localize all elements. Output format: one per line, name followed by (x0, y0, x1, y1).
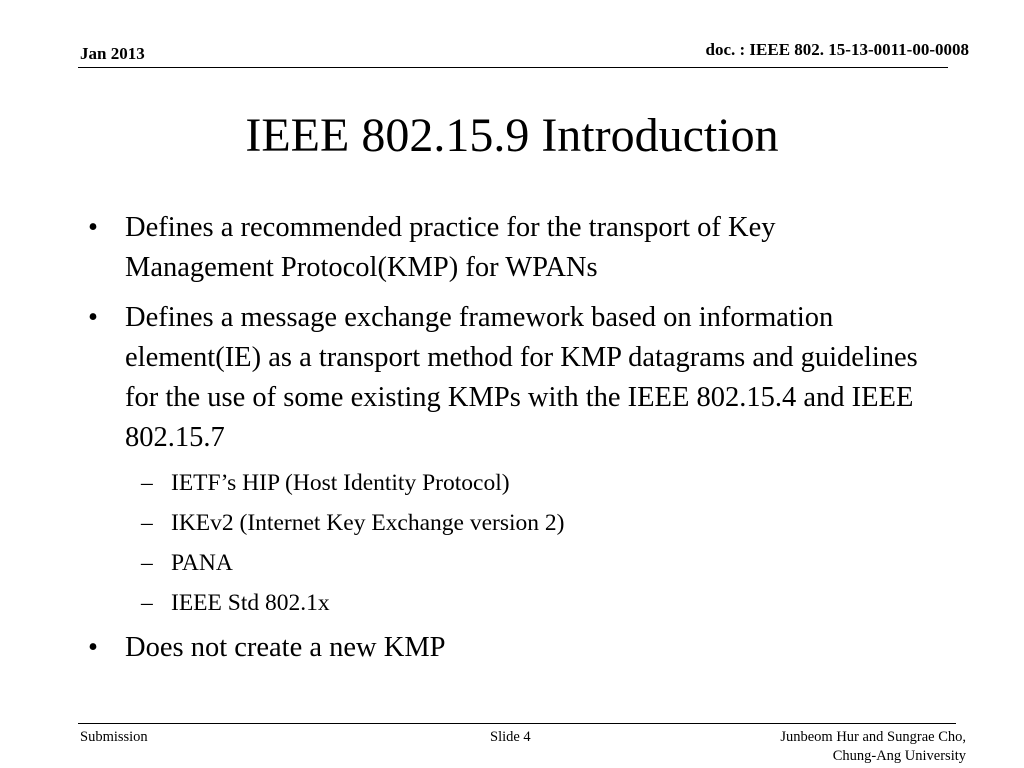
bullet-text: Does not create a new KMP (125, 632, 446, 663)
sub-bullet-item (88, 508, 918, 538)
header-date: Jan 2013 (80, 44, 145, 63)
header-rule (78, 67, 948, 68)
footer-slide-number: Slide 4 (490, 729, 531, 745)
sub-bullet-item (88, 548, 918, 578)
bullet-icon: • (88, 632, 98, 663)
bullet-icon: • (88, 212, 98, 243)
bullet-text: Defines a message exchange framework based on information element(IE) as a transport method for KMP datagrams and guidelines for the use of some existing KMPs with the IEEE 802.15.4 and IEEE 802.15.7 (125, 302, 918, 453)
bullet-item (88, 628, 918, 668)
footer-submission: Submission (80, 729, 148, 745)
bullet-text: Defines a recommended practice for the transport of Key Management Protocol(KMP) for WPANs (125, 212, 776, 283)
bullet-item (88, 208, 918, 288)
footer-authors-line2: Chung-Ang University (832, 748, 966, 764)
sub-bullet-item (88, 468, 918, 498)
slide-body (88, 208, 918, 678)
dash-icon: – (141, 470, 153, 496)
bullet-icon: • (88, 302, 98, 333)
bullet-item (88, 298, 918, 458)
dash-icon: – (141, 590, 153, 616)
header-doc-id: doc. : IEEE 802. 15-13-0011-00-0008 (705, 40, 969, 59)
slide-title: IEEE 802.15.9 Introduction (245, 109, 779, 162)
sub-bullet-text: IKEv2 (Internet Key Exchange version 2) (171, 510, 565, 536)
footer-authors-line1: Junbeom Hur and Sungrae Cho, (780, 729, 966, 745)
footer-authors (780, 728, 966, 766)
sub-bullet-text: IEEE Std 802.1x (171, 590, 330, 616)
sub-bullet-item (88, 588, 918, 618)
sub-bullet-text: IETF’s HIP (Host Identity Protocol) (171, 470, 510, 496)
dash-icon: – (141, 510, 153, 536)
sub-bullet-text: PANA (171, 550, 233, 576)
dash-icon: – (141, 550, 153, 576)
footer-rule (78, 723, 956, 724)
